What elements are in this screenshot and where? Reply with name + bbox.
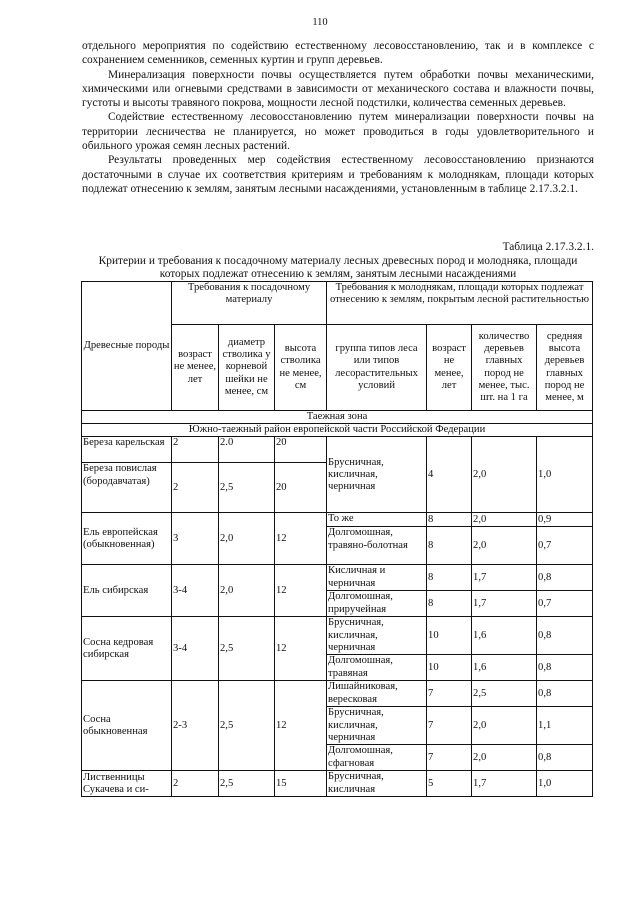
body-text (82, 39, 594, 196)
avg-height-cell: 0,7 (537, 527, 593, 565)
count-cell: 2,0 (472, 745, 537, 771)
young-age-cell: 8 (427, 513, 472, 527)
header-forest-type: группа типов леса или типов лесорастительных условий (327, 325, 427, 411)
age-cell: 2 (172, 771, 219, 797)
table-row (82, 513, 593, 527)
paragraph: Результаты проведенных мер содействия естественному лесовосстановлению признаются достаточными в случае их соответствия критериям и требованиям к молоднякам, площади которых подлежат отнесению к землям, занятым лесными насаждениями, установленным в таблице 2.17.3.2.1. (82, 154, 594, 195)
young-age-cell: 5 (427, 771, 472, 797)
forest-type-cell: Брусничная, кисличная, черничная (327, 437, 427, 513)
header-planting-material: Требования к посадочному материалу (172, 282, 327, 325)
count-cell: 1,6 (472, 655, 537, 681)
table-label: Таблица 2.17.3.2.1. (502, 241, 594, 253)
forest-type-cell: Долгомошная, травяная (327, 655, 427, 681)
young-age-cell: 4 (427, 437, 472, 513)
count-cell: 1,7 (472, 591, 537, 617)
avg-height-cell: 0,7 (537, 591, 593, 617)
species-cell: Сосна кедровая сибирская (82, 617, 172, 681)
height-cell: 12 (275, 617, 327, 681)
species-cell: Ель европейская (обыкновенная) (82, 513, 172, 565)
paragraph: Содействие естественному лесовосстановлению путем минерализации поверхности почвы на территории лесничества не планируется, но может проводиться в годы удовлетворительного и обильного урожая семян лесных растений. (82, 111, 594, 153)
count-cell: 2,0 (472, 707, 537, 745)
height-cell: 15 (275, 771, 327, 797)
diameter-cell: 2,5 (219, 771, 275, 797)
diameter-cell: 2,5 (219, 463, 275, 513)
forest-type-cell: Брусничная, кисличная (327, 771, 427, 797)
young-age-cell: 10 (427, 617, 472, 655)
diameter-cell: 2,0 (219, 513, 275, 565)
forest-type-cell: Долгомошная, сфагновая (327, 745, 427, 771)
young-age-cell: 8 (427, 591, 472, 617)
height-cell: 20 (275, 463, 327, 513)
header-age: возраст не менее, лет (172, 325, 219, 411)
paragraph: Минерализация поверхности почвы осуществляется путем обработки почвы механическими, химическими или огневыми средствами в зависимости от механического состава и влажности почвы, густоты и высоты травяного покрова, мощности лесной подстилки, количества семенных деревьев. (82, 68, 594, 110)
count-cell: 2,0 (472, 513, 537, 527)
header-height: высота стволика не менее, см (275, 325, 327, 411)
header-diameter: диаметр стволика у корневой шейки не менее, см (219, 325, 275, 411)
forest-type-cell: Долгомошная, приручейная (327, 591, 427, 617)
age-cell: 3-4 (172, 617, 219, 681)
age-cell: 3-4 (172, 565, 219, 617)
table-row (82, 617, 593, 655)
forest-type-cell: Лишайниковая, вересковая (327, 681, 427, 707)
table-row (82, 437, 593, 463)
species-cell: Сосна обыкновенная (82, 681, 172, 771)
age-cell: 3 (172, 513, 219, 565)
young-age-cell: 7 (427, 745, 472, 771)
count-cell: 2,0 (472, 527, 537, 565)
avg-height-cell: 1,1 (537, 707, 593, 745)
height-cell: 12 (275, 681, 327, 771)
diameter-cell: 2,0 (219, 565, 275, 617)
diameter-cell: 2.0 (219, 437, 275, 463)
header-young-age: возраст не менее, лет (427, 325, 472, 411)
young-age-cell: 7 (427, 681, 472, 707)
avg-height-cell: 0,8 (537, 681, 593, 707)
header-avg-height: средняя высота деревьев главных пород не менее, м (537, 325, 593, 411)
count-cell: 1,7 (472, 565, 537, 591)
criteria-table (81, 281, 593, 797)
height-cell: 12 (275, 513, 327, 565)
forest-type-cell: То же (327, 513, 427, 527)
avg-height-cell: 0,8 (537, 655, 593, 681)
forest-type-cell: Брусничная, кисличная, черничная (327, 707, 427, 745)
avg-height-cell: 1,0 (537, 437, 593, 513)
count-cell: 2,0 (472, 437, 537, 513)
table-row (82, 771, 593, 797)
zone-row: Таежная зона (82, 411, 593, 424)
forest-type-cell: Брусничная, кисличная, черничная (327, 617, 427, 655)
age-cell: 2-3 (172, 681, 219, 771)
species-cell: Береза повислая (бородавчатая) (82, 463, 172, 513)
avg-height-cell: 1,0 (537, 771, 593, 797)
age-cell: 2 (172, 437, 219, 463)
young-age-cell: 10 (427, 655, 472, 681)
diameter-cell: 2,5 (219, 617, 275, 681)
header-species: Древесные породы (82, 282, 172, 411)
age-cell: 2 (172, 463, 219, 513)
avg-height-cell: 0,8 (537, 565, 593, 591)
height-cell: 12 (275, 565, 327, 617)
avg-height-cell: 0,8 (537, 617, 593, 655)
forest-type-cell: Кисличная и черничная (327, 565, 427, 591)
count-cell: 2,5 (472, 681, 537, 707)
region-row: Южно-таежный район европейской части Российской Федерации (82, 424, 593, 437)
young-age-cell: 8 (427, 527, 472, 565)
table-caption: Критерии и требования к посадочному материалу лесных древесных пород и молодняка, площади которых подлежат отнесению к землям, занятым лесными насаждениями (98, 255, 578, 281)
paragraph: отдельного мероприятия по содействию естественному лесовосстановлению, так и в комплексе с сохранением семенников, семенных куртин и групп деревьев. (82, 40, 594, 67)
count-cell: 1,7 (472, 771, 537, 797)
species-cell: Ель сибирская (82, 565, 172, 617)
avg-height-cell: 0,8 (537, 745, 593, 771)
count-cell: 1,6 (472, 617, 537, 655)
avg-height-cell: 0,9 (537, 513, 593, 527)
young-age-cell: 8 (427, 565, 472, 591)
forest-type-cell: Долгомошная, травяно-болотная (327, 527, 427, 565)
height-cell: 20 (275, 437, 327, 463)
table-row (82, 681, 593, 707)
header-young-stands: Требования к молоднякам, площади которых подлежат отнесению к землям, покрытым лесной растительностью (327, 282, 593, 325)
table-row (82, 565, 593, 591)
page-number: 110 (312, 17, 328, 28)
young-age-cell: 7 (427, 707, 472, 745)
species-cell: Лиственницы Сукачева и си- (82, 771, 172, 797)
header-count: количество деревьев главных пород не менее, тыс. шт. на 1 га (472, 325, 537, 411)
diameter-cell: 2,5 (219, 681, 275, 771)
species-cell: Береза карельская (82, 437, 172, 463)
